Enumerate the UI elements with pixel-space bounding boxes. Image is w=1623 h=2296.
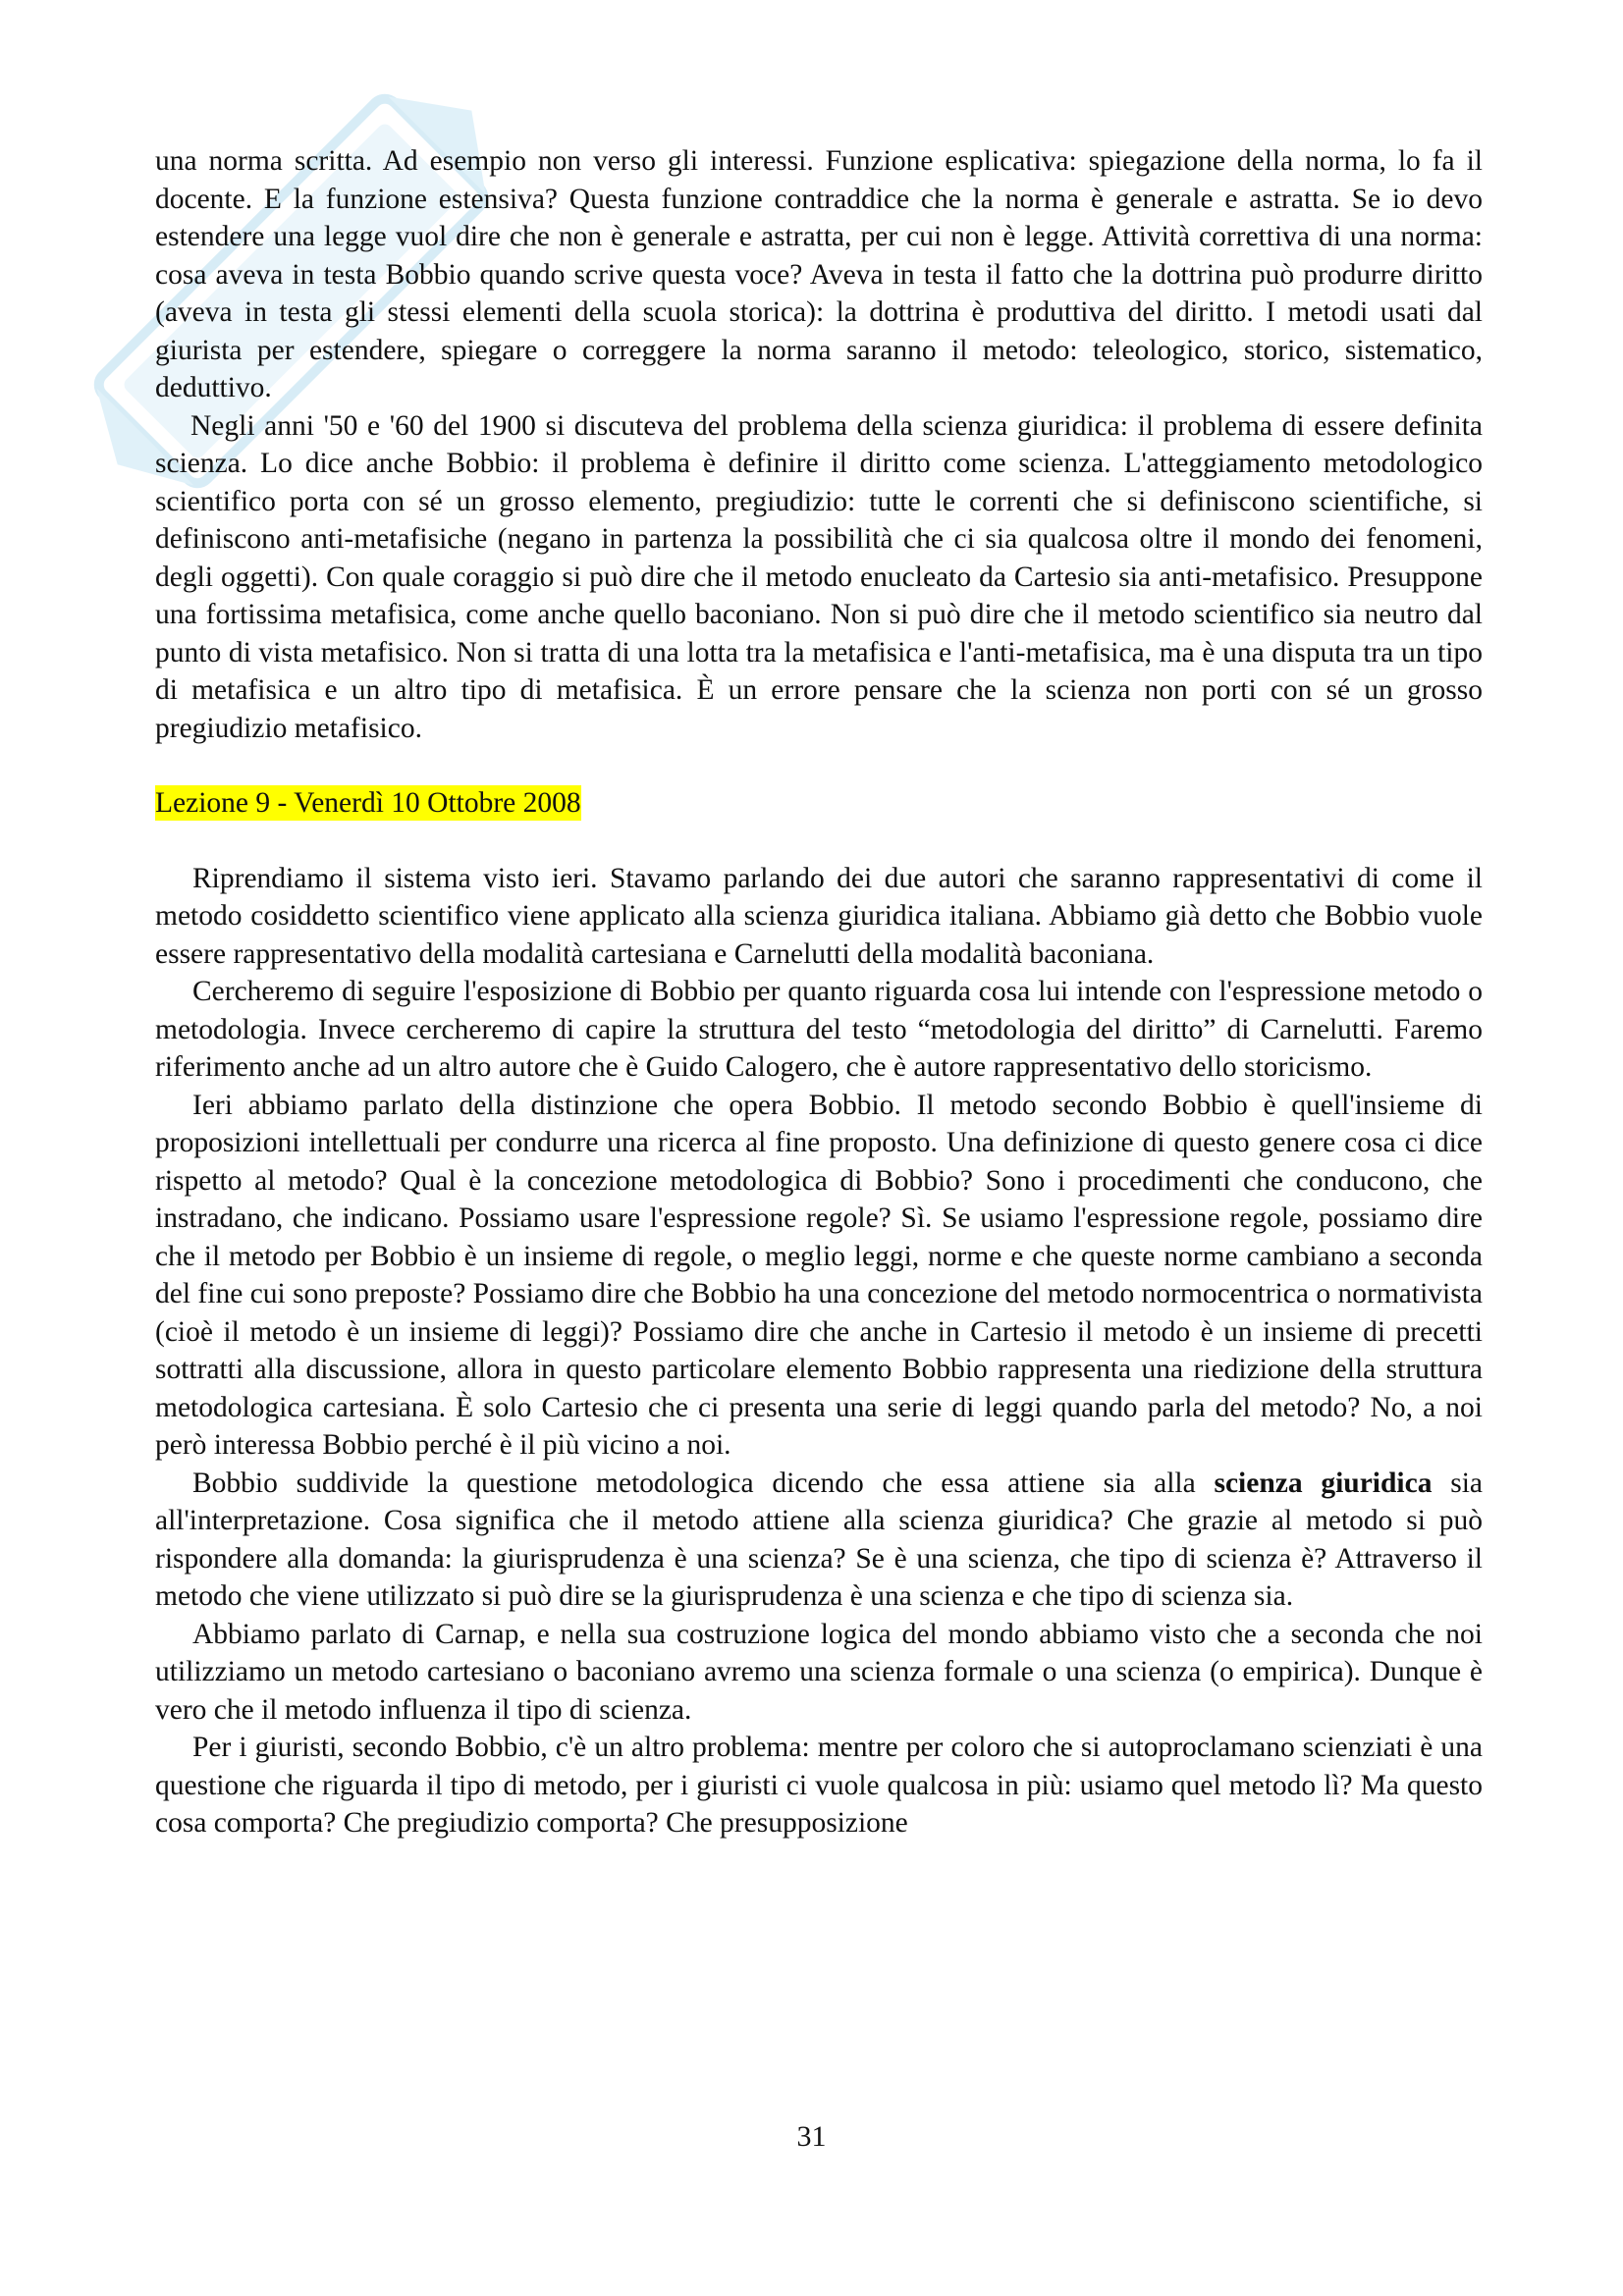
paragraph: Ieri abbiamo parlato della distinzione che opera Bobbio. Il metodo secondo Bobbio è quell'insieme di proposizioni intellettuali per condurre una ricerca al fine proposto. Una definizione di questo genere cosa ci dice rispetto al metodo? Qual è la concezione metodologica di Bobbio? Sono i procedimenti che conducono, che instradano, che indicano. Possiamo usare l'espressione regole? Sì. Se usiamo l'espressione regole, possiamo dire che il metodo per Bobbio è un insieme di regole, o meglio leggi, norme e che queste norme cambiano a seconda del fine cui sono preposte? Possiamo dire che Bobbio ha una concezione del metodo normocentrica o normativista (cioè il metodo è un insieme di leggi)? Possiamo dire che anche in Cartesio il metodo è un insieme di precetti sottratti alla discussione, allora in questo particolare elemento Bobbio rappresenta una riedizione della struttura metodologica cartesiana. È solo Cartesio che ci presenta una serie di leggi quando parla del metodo? No, a noi però interessa Bobbio perché è il più vicino a noi. bbox=[155, 1089, 1483, 1461]
lesson-heading bbox=[155, 784, 1483, 823]
paragraph-text: Bobbio suddivide la questione metodologica dicendo che essa attiene sia alla bbox=[192, 1467, 1215, 1499]
paragraph-text: sia all'interpretazione. Cosa significa che il metodo attiene alla scienza giuridica? Che grazie al metodo si può rispondere alla domanda: la giurisprudenza è una scienza? Se è una scienza, che tipo di scienza è? Attraverso il metodo che viene utilizzato si può dire se la giurisprudenza è una scienza e che tipo di scienza sia. bbox=[155, 1467, 1483, 1612]
paragraph: una norma scritta. Ad esempio non verso gli interessi. Funzione esplicativa: spiegazione della norma, lo fa il docente. E la funzione estensiva? Questa funzione contraddice che la norma è generale e astratta. Se io devo estendere una legge vuol dire che non è generale e astratta, per cui non è legge. Attività correttiva di una norma: cosa aveva in testa Bobbio quando scrive questa voce? Aveva in testa il fatto che la dottrina può produrre diritto (aveva in testa gli stessi elementi della scuola storica): la dottrina è produttiva del diritto. I metodi usati dal giurista per estendere, spiegare o correggere la norma saranno il metodo: teleologico, storico, sistematico, deduttivo. bbox=[155, 145, 1483, 403]
paragraph bbox=[155, 1465, 1483, 1616]
lesson-heading-text: Lezione 9 - Venerdì 10 Ottobre 2008 bbox=[155, 787, 581, 819]
paragraph: Cercheremo di seguire l'esposizione di Bobbio per quanto riguarda cosa lui intende con l'espressione metodo o metodologia. Invece cercheremo di capire la struttura del testo “metodologia del diritto” di Carnelutti. Faremo riferimento anche ad un altro autore che è Guido Calogero, che è autore rappresentativo dello storicismo. bbox=[155, 976, 1483, 1083]
paragraph: Riprendiamo il sistema visto ieri. Stavamo parlando dei due autori che saranno rappresentativi di come il metodo cosiddetto scientifico viene applicato alla scienza giuridica italiana. Abbiamo già detto che Bobbio vuole essere rappresentativo della modalità cartesiana e Carnelutti della modalità baconiana. bbox=[155, 862, 1483, 970]
paragraph: Negli anni '50 e '60 del 1900 si discuteva del problema della scienza giuridica: il problema di essere definita scienza. Lo dice anche Bobbio: il problema è definire il diritto come scienza. L'atteggiamento metodologico scientifico porta con sé un grosso elemento, pregiudizio: tutte le correnti che si definiscono scientifiche, si definiscono anti-metafisiche (negano in partenza la possibilità che ci sia qualcosa oltre il mondo dei fenomeni, degli oggetti). Con quale coraggio si può dire che il metodo enucleato da Cartesio sia anti-metafisico. Presuppone una fortissima metafisica, come anche quello baconiano. Non si può dire che il metodo scientifico sia neutro dal punto di vista metafisico. Non si tratta di una lotta tra la metafisica e l'anti-metafisica, ma è una disputa tra un tipo di metafisica e un altro tipo di metafisica. È un errore pensare che la scienza non porti con sé un grosso pregiudizio metafisico. bbox=[155, 409, 1483, 744]
bold-term: scienza giuridica bbox=[1214, 1467, 1433, 1499]
paragraph: Abbiamo parlato di Carnap, e nella sua costruzione logica del mondo abbiamo visto che a seconda che noi utilizziamo un metodo cartesiano o baconiano avremo una scienza formale o una scienza (o empirica). Dunque è vero che il metodo influenza il tipo di scienza. bbox=[155, 1618, 1483, 1726]
document-body bbox=[155, 142, 1483, 1842]
page-number: 31 bbox=[796, 2120, 827, 2153]
paragraph: Per i giuristi, secondo Bobbio, c'è un altro problema: mentre per coloro che si autoproclamano scienziati è una questione che riguarda il tipo di metodo, per i giuristi ci vuole qualcosa in più: usiamo quel metodo lì? Ma questo cosa comporta? Che pregiudizio comporta? Che presupposizione bbox=[155, 1732, 1483, 1839]
